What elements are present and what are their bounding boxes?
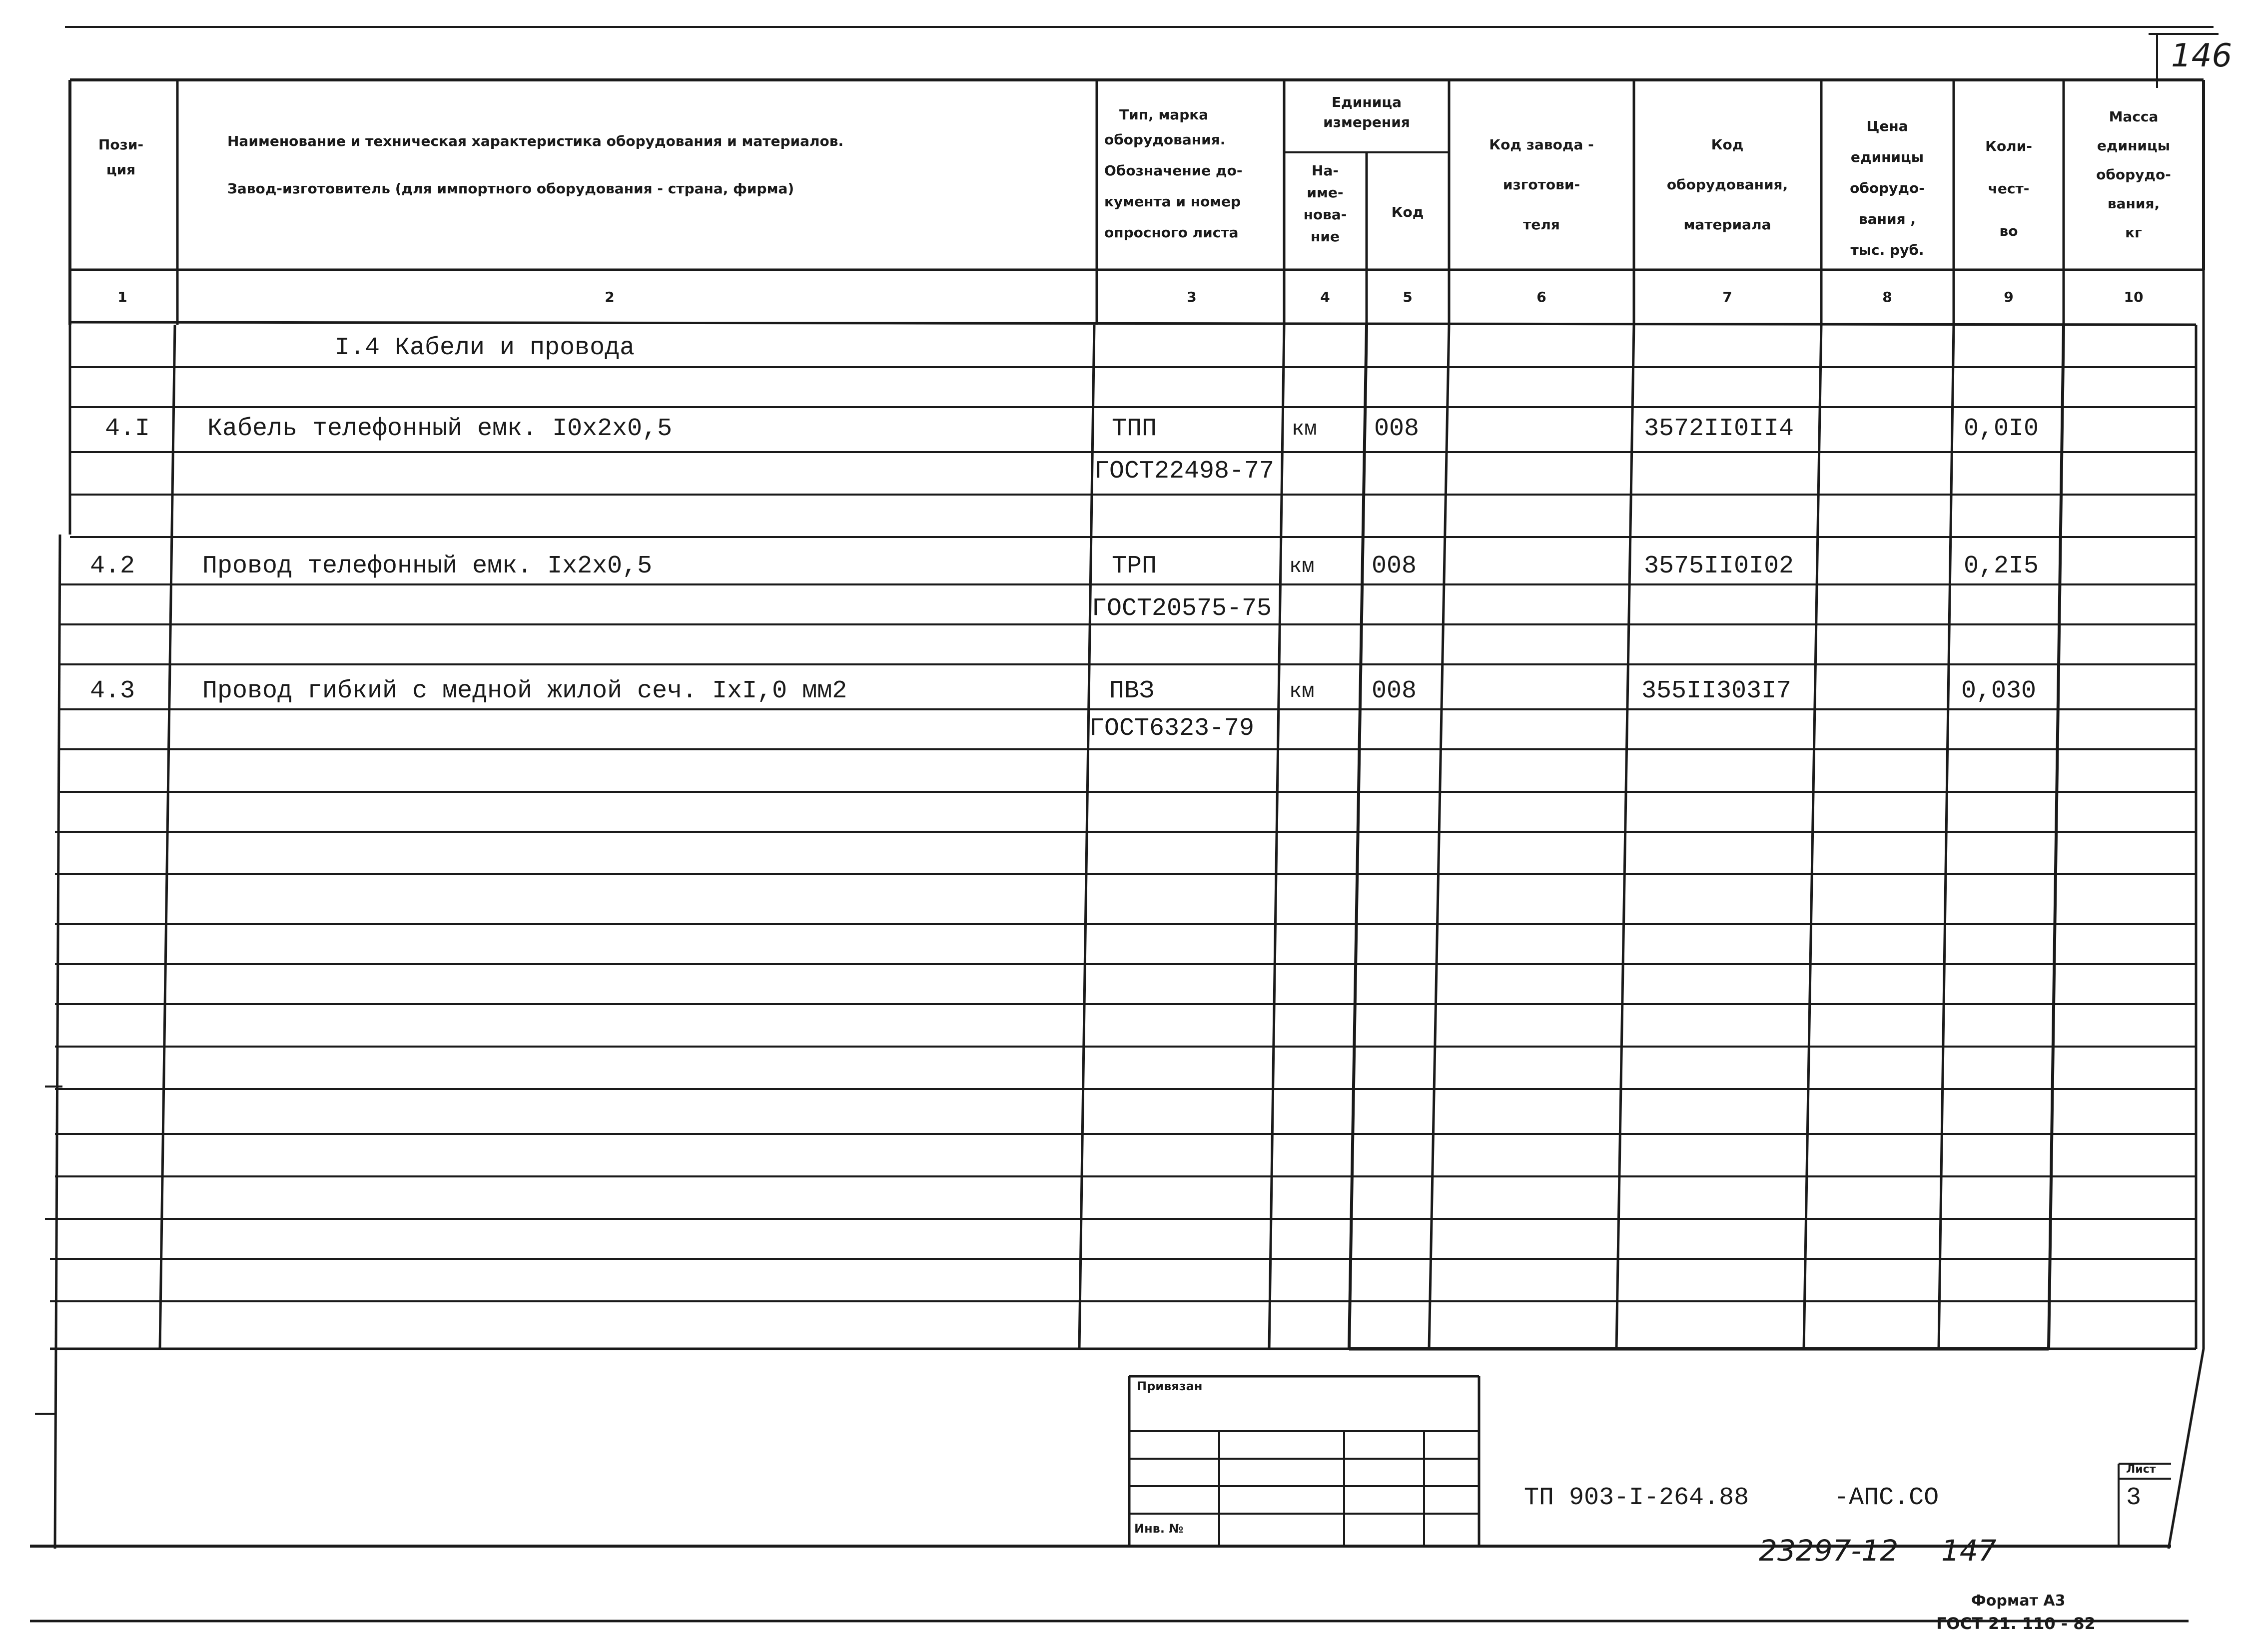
format-label: Формат А3 bbox=[1971, 1592, 2066, 1610]
header-col3: Тип, марка оборудования. Обозначение до- кумента и номер опросного листа bbox=[1104, 106, 1243, 241]
header-col6: Код завода - изготови- теля bbox=[1489, 136, 1594, 233]
item-unit-code: 008 bbox=[1372, 677, 1417, 705]
item-quantity: 0,0I0 bbox=[1964, 415, 2039, 443]
item-position: 4.I bbox=[105, 415, 150, 443]
header-col10: Масса единицы оборудо- вания, кг bbox=[2096, 108, 2171, 241]
item-position: 4.3 bbox=[90, 677, 135, 705]
item-code: 3572II0II4 bbox=[1644, 415, 1794, 443]
section-title: I.4 Кабели и провода bbox=[335, 334, 635, 362]
item-unit: км bbox=[1292, 417, 1317, 441]
handwritten-page-number: 146 bbox=[2171, 37, 2233, 74]
archive-number: 23297-12 bbox=[1759, 1534, 1899, 1568]
column-number-8: 8 bbox=[1882, 289, 1892, 305]
sheet-label: Лист bbox=[2126, 1463, 2156, 1476]
column-number-2: 2 bbox=[605, 289, 615, 305]
item-type: ТПП bbox=[1112, 415, 1157, 443]
document-code: ТП 903-I-264.88 -АПС.СО bbox=[1524, 1484, 1939, 1512]
header-col9: Коли- чест- во bbox=[1985, 138, 2032, 239]
item-type: ПВЗ bbox=[1109, 677, 1155, 705]
header-col7: Код оборудования, материала bbox=[1666, 136, 1788, 233]
column-number-10: 10 bbox=[2124, 289, 2144, 305]
archive-page: 147 bbox=[1941, 1534, 1997, 1568]
item-name: Провод телефонный емк. Ix2x0,5 bbox=[202, 552, 653, 580]
header-col2: Наименование и техническая характеристика оборудования и материалов. Завод-изготовитель (для импортного оборудования - страна, фирма) bbox=[227, 133, 844, 197]
item-quantity: 0,2I5 bbox=[1964, 552, 2039, 580]
header-col8: Цена единицы оборудо- вания , тыс. руб. bbox=[1850, 118, 1925, 258]
item-document: ГОСТ6323-79 bbox=[1089, 714, 1255, 743]
header-col4: На- име- нова- ние bbox=[1303, 162, 1347, 245]
item-code: 3575II0I02 bbox=[1644, 552, 1794, 580]
sheet-number: 3 bbox=[2126, 1484, 2142, 1512]
item-quantity: 0,030 bbox=[1961, 677, 2037, 705]
column-number-6: 6 bbox=[1536, 289, 1546, 305]
item-unit-code: 008 bbox=[1374, 415, 1420, 443]
column-number-9: 9 bbox=[2004, 289, 2014, 305]
column-number-3: 3 bbox=[1187, 289, 1197, 305]
item-position: 4.2 bbox=[90, 552, 135, 580]
item-unit: км bbox=[1289, 554, 1315, 578]
item-document: ГОСТ22498-77 bbox=[1094, 457, 1275, 486]
column-number-4: 4 bbox=[1320, 289, 1330, 305]
item-type: ТРП bbox=[1112, 552, 1157, 580]
item-name: Провод гибкий с медной жилой сеч. IxI,0 мм2 bbox=[202, 677, 847, 705]
column-number-5: 5 bbox=[1403, 289, 1413, 305]
stamp-linked-label: Привязан bbox=[1137, 1379, 1203, 1393]
item-unit: км bbox=[1289, 679, 1315, 703]
standard-label: ГОСТ 21. 110 - 82 bbox=[1936, 1614, 2096, 1633]
header-col1: Пози- ция bbox=[98, 136, 144, 178]
stamp-inv-label: Инв. № bbox=[1134, 1522, 1184, 1536]
header-col5: Код bbox=[1391, 204, 1424, 220]
column-number-1: 1 bbox=[117, 289, 127, 305]
item-name: Кабель телефонный емк. I0x2x0,5 bbox=[207, 415, 673, 443]
column-number-7: 7 bbox=[1722, 289, 1732, 305]
item-document: ГОСТ20575-75 bbox=[1092, 594, 1272, 623]
header-col45-group: Единица измерения bbox=[1323, 94, 1410, 130]
item-code: 355II303I7 bbox=[1641, 677, 1792, 705]
item-unit-code: 008 bbox=[1372, 552, 1417, 580]
